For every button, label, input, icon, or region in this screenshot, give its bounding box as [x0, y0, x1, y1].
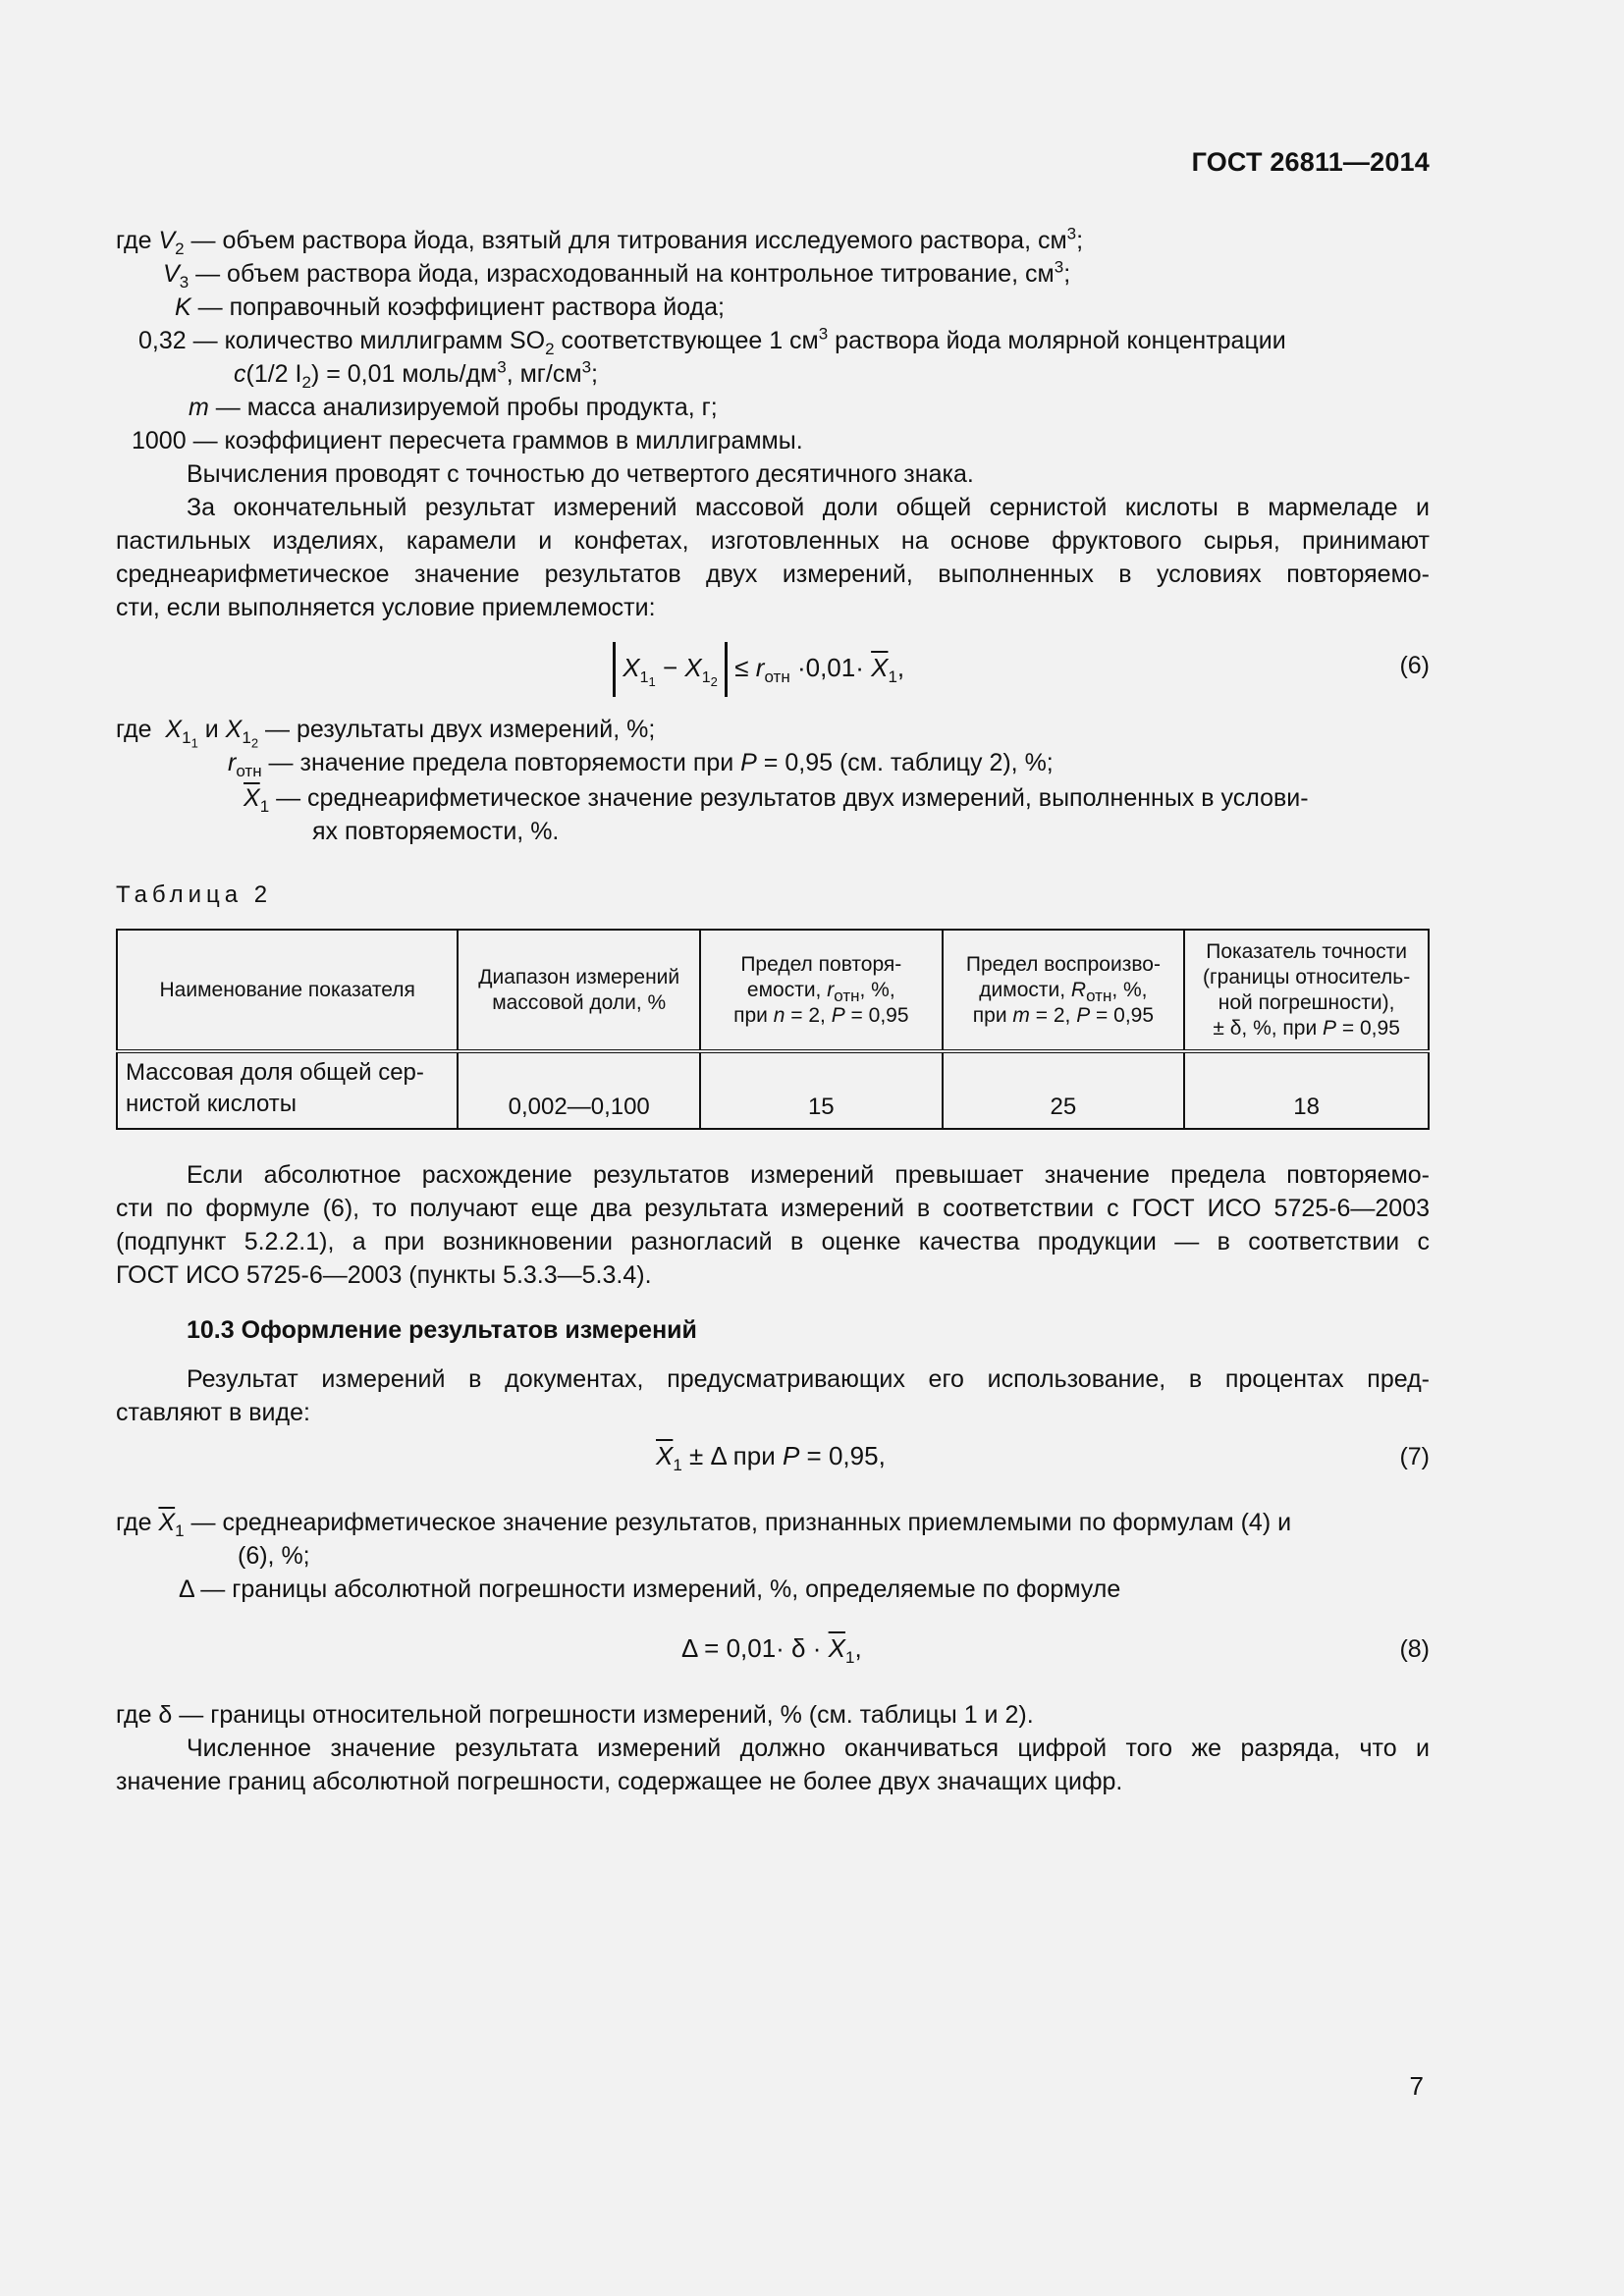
table-2	[116, 929, 1430, 1130]
definition-1000: 1000 — коэффициент пересчета граммов в миллиграммы.	[132, 427, 803, 454]
section-title: 10.3 Оформление результатов измерений	[187, 1316, 697, 1344]
abs-bar-left	[613, 642, 616, 697]
para-final-line-3: среднеарифметическое значение результатов двух измерений, выполненных в условиях повторяемо-	[116, 561, 1430, 588]
para-result-line-2: ставляют в виде:	[116, 1399, 310, 1426]
table-caption: Таблица 2	[116, 881, 273, 908]
definition-delta-rel: где δ — границы относительной погрешности измерений, % (см. таблицы 1 и 2).	[116, 1701, 1034, 1729]
standard-header: ГОСТ 26811—2014	[1191, 147, 1430, 177]
definition-r-otn: $r_{отн}$ — значение предела повторяемости при P = 0,95 (см. таблицу 2), %;	[228, 749, 1054, 780]
para-result-line-1: Результат измерений в документах, предусматривающих его использование, в процентах пред-	[187, 1365, 1430, 1393]
definition-x1-bar-7: где $\overline{X}_1$ — среднеарифметическое значение результатов, признанных приемлемыми по формулам (4) и	[116, 1509, 1292, 1540]
header-accuracy: Показатель точности (границы относитель- ной погрешности), ± δ, %, при P = 0,95	[1184, 930, 1429, 1051]
definition-v3: $V_3$ — объем раствора йода, израсходованный на контрольное титрование, $см^3$;	[163, 257, 1071, 292]
equation-number-7: (7)	[1399, 1443, 1430, 1470]
header-reproducibility: Предел воспроизво- димости, $R_{отн}$, %, при m = 2, P = 0,95	[943, 930, 1185, 1051]
para-numeric-line-1: Численное значение результата измерений должно оканчиваться цифрой того же разряда, что и	[187, 1735, 1430, 1762]
definition-x1-bar-cont: ях повторяемости, %.	[312, 818, 560, 845]
para-numeric-line-2: значение границ абсолютной погрешности, содержащее не более двух значащих цифр.	[116, 1768, 1123, 1795]
header-repeatability: Предел повторя- емости, $r_{отн}$, %, при n = 2, P = 0,95	[700, 930, 943, 1051]
para-exceed-line-3: (подпункт 5.2.2.1), а при возникновении разногласий в оценке качества продукции — в соответствии с	[116, 1228, 1430, 1255]
cell-accuracy: 18	[1184, 1051, 1429, 1129]
definition-032: 0,32 — количество миллиграмм $SO_2$ соответствующее 1 $см^3$ раствора йода молярной концентрации	[138, 324, 1286, 358]
definition-x1-bar-7-cont: (6), %;	[238, 1542, 310, 1570]
definition-delta: Δ — границы абсолютной погрешности измерений, %, определяемые по формуле	[179, 1575, 1121, 1603]
header-range: Диапазон измерений массовой доли, %	[458, 930, 700, 1051]
header-indicator-name: Наименование показателя	[117, 930, 458, 1051]
table-row	[117, 1051, 1429, 1129]
definition-x1-bar: $\overline{X}_1$ — среднеарифметическое значение результатов двух измерений, выполненных в услови-	[244, 784, 1309, 816]
cell-reproducibility: 25	[943, 1051, 1185, 1129]
equation-number-6: (6)	[1399, 652, 1430, 679]
definition-x1-x2: где $X_{1_1}$ и $X_{1_2}$ — результаты двух измерений, %;	[116, 716, 656, 751]
para-exceed-line-2: сти по формуле (6), то получают еще два результата измерений в соответствии с ГОСТ ИСО 5725-6—2003	[116, 1195, 1430, 1222]
definition-k: K — поправочный коэффициент раствора йода;	[175, 294, 725, 321]
para-exceed-line-4: ГОСТ ИСО 5725-6—2003 (пункты 5.3.3—5.3.4).	[116, 1261, 652, 1289]
formula-8: $\Delta = 0,01\cdot \delta \cdot \overline{X}_1$,	[681, 1633, 862, 1668]
equation-number-8: (8)	[1399, 1635, 1430, 1663]
table-header-row	[117, 930, 1429, 1051]
para-final-line-1: За окончательный результат измерений массовой доли общей сернистой кислоты в мармеладе и	[187, 494, 1430, 521]
para-final-line-4: сти, если выполняется условие приемлемости:	[116, 594, 656, 621]
definition-m: m — масса анализируемой пробы продукта, г;	[189, 394, 718, 421]
para-precision: Вычисления проводят с точностью до четвертого десятичного знака.	[187, 460, 974, 488]
para-exceed-line-1: Если абсолютное расхождение результатов измерений превышает значение предела повторяемо-	[187, 1161, 1430, 1189]
para-final-line-2: пастильных изделиях, карамели и конфетах, изготовленных на основе фруктового сырья, принимают	[116, 527, 1430, 555]
cell-repeatability: 15	[700, 1051, 943, 1129]
definition-v2: где $V_2$ — объем раствора йода, взятый для титрования исследуемого раствора, $см^3$;	[116, 224, 1084, 258]
page-number: 7	[1409, 2071, 1424, 2101]
cell-range: 0,002—0,100	[458, 1051, 700, 1129]
formula-6: $X_{1_1} - X_{1_2} \le r_{отн} \cdot 0,01\cdot \overline{X}_1$,	[613, 642, 904, 697]
formula-7: $\overline{X}_1 \pm \Delta$ при P = 0,95,	[656, 1441, 886, 1475]
definition-032-cont: c(1/2 $I_2) = 0,01$ моль/$дм^3$, $мг/см^3$;	[234, 357, 598, 392]
cell-indicator-name: Массовая доля общей сер- нистой кислоты	[117, 1051, 458, 1129]
